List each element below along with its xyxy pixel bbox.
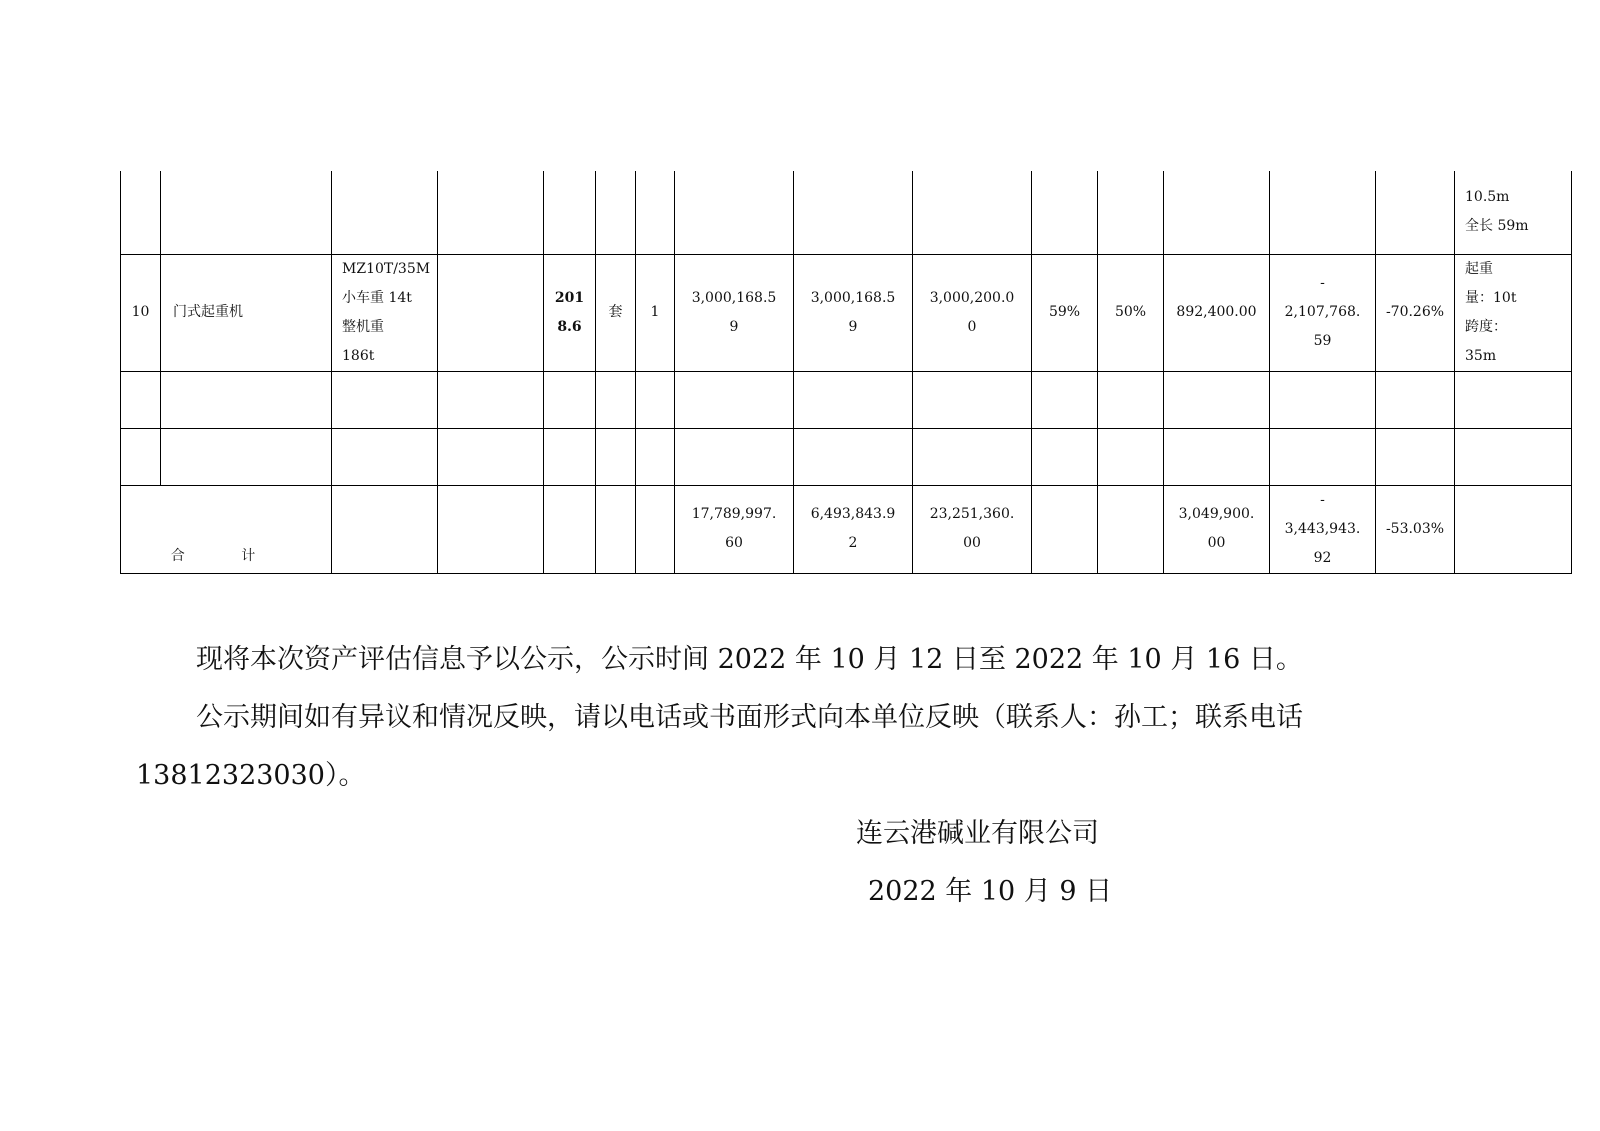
cell-date xyxy=(544,485,596,573)
cell-qty xyxy=(636,485,675,573)
cell-note xyxy=(1455,485,1572,573)
cell-rate1 xyxy=(1032,171,1098,254)
total-label: 合 计 xyxy=(121,485,332,573)
cell-pct xyxy=(1376,171,1455,254)
cell-book-net: 3,000,168.5 9 xyxy=(794,254,913,371)
cell-spec: MZ10T/35M 小车重 14t 整机重 186t xyxy=(332,254,438,371)
cell-pct: -70.26% xyxy=(1376,254,1455,371)
cell-note: 10.5m 全长 59m xyxy=(1455,171,1572,254)
cell-spec xyxy=(332,171,438,254)
cell-unit xyxy=(596,485,636,573)
cell-blank xyxy=(438,485,544,573)
cell-name xyxy=(161,171,332,254)
notice-date: 2022 年 10 月 9 日 xyxy=(868,876,1113,907)
cell-diff: - 2,107,768. 59 xyxy=(1270,254,1376,371)
total-diff: - 3,443,943. 92 xyxy=(1270,485,1376,573)
total-replace: 23,251,360. 00 xyxy=(913,485,1032,573)
cell-rate1 xyxy=(1032,485,1098,573)
cell-spec xyxy=(332,485,438,573)
cell-value: 892,400.00 xyxy=(1164,254,1270,371)
cell-rate1: 59% xyxy=(1032,254,1098,371)
cell-rate2 xyxy=(1098,171,1164,254)
cell-book: 3,000,168.5 9 xyxy=(675,254,794,371)
company-name: 连云港碱业有限公司 xyxy=(856,818,1099,849)
cell-name: 门式起重机 xyxy=(161,254,332,371)
cell-unit: 套 xyxy=(596,254,636,371)
cell-no xyxy=(121,171,161,254)
table-row-empty xyxy=(121,428,1572,485)
total-pct: -53.03% xyxy=(1376,485,1455,573)
cell-replace xyxy=(913,171,1032,254)
asset-evaluation-table xyxy=(120,171,1572,574)
cell-no: 10 xyxy=(121,254,161,371)
cell-book-net xyxy=(794,171,913,254)
cell-note: 起重 量：10t 跨度： 35m xyxy=(1455,254,1572,371)
cell-qty: 1 xyxy=(636,254,675,371)
table-row-empty xyxy=(121,371,1572,428)
cell-rate2: 50% xyxy=(1098,254,1164,371)
cell-date: 201 8.6 xyxy=(544,254,596,371)
cell-unit xyxy=(596,171,636,254)
table-row-total xyxy=(121,485,1572,573)
total-book: 17,789,997. 60 xyxy=(675,485,794,573)
notice-line-2: 公示期间如有异议和情况反映，请以电话或书面形式向本单位反映（联系人：孙工；联系电话 xyxy=(196,702,1303,733)
total-book-net: 6,493,843.9 2 xyxy=(794,485,913,573)
table-row xyxy=(121,254,1572,371)
total-value: 3,049,900. 00 xyxy=(1164,485,1270,573)
cell-date xyxy=(544,171,596,254)
cell-blank xyxy=(438,171,544,254)
table-row xyxy=(121,171,1572,254)
cell-value xyxy=(1164,171,1270,254)
cell-rate2 xyxy=(1098,485,1164,573)
cell-book xyxy=(675,171,794,254)
cell-diff xyxy=(1270,171,1376,254)
notice-line-3: 13812323030）。 xyxy=(136,760,366,791)
notice-line-1: 现将本次资产评估信息予以公示，公示时间 2022 年 10 月 12 日至 2022 年 10 月 16 日。 xyxy=(196,644,1303,675)
cell-replace: 3,000,200.0 0 xyxy=(913,254,1032,371)
cell-blank xyxy=(438,254,544,371)
cell-qty xyxy=(636,171,675,254)
